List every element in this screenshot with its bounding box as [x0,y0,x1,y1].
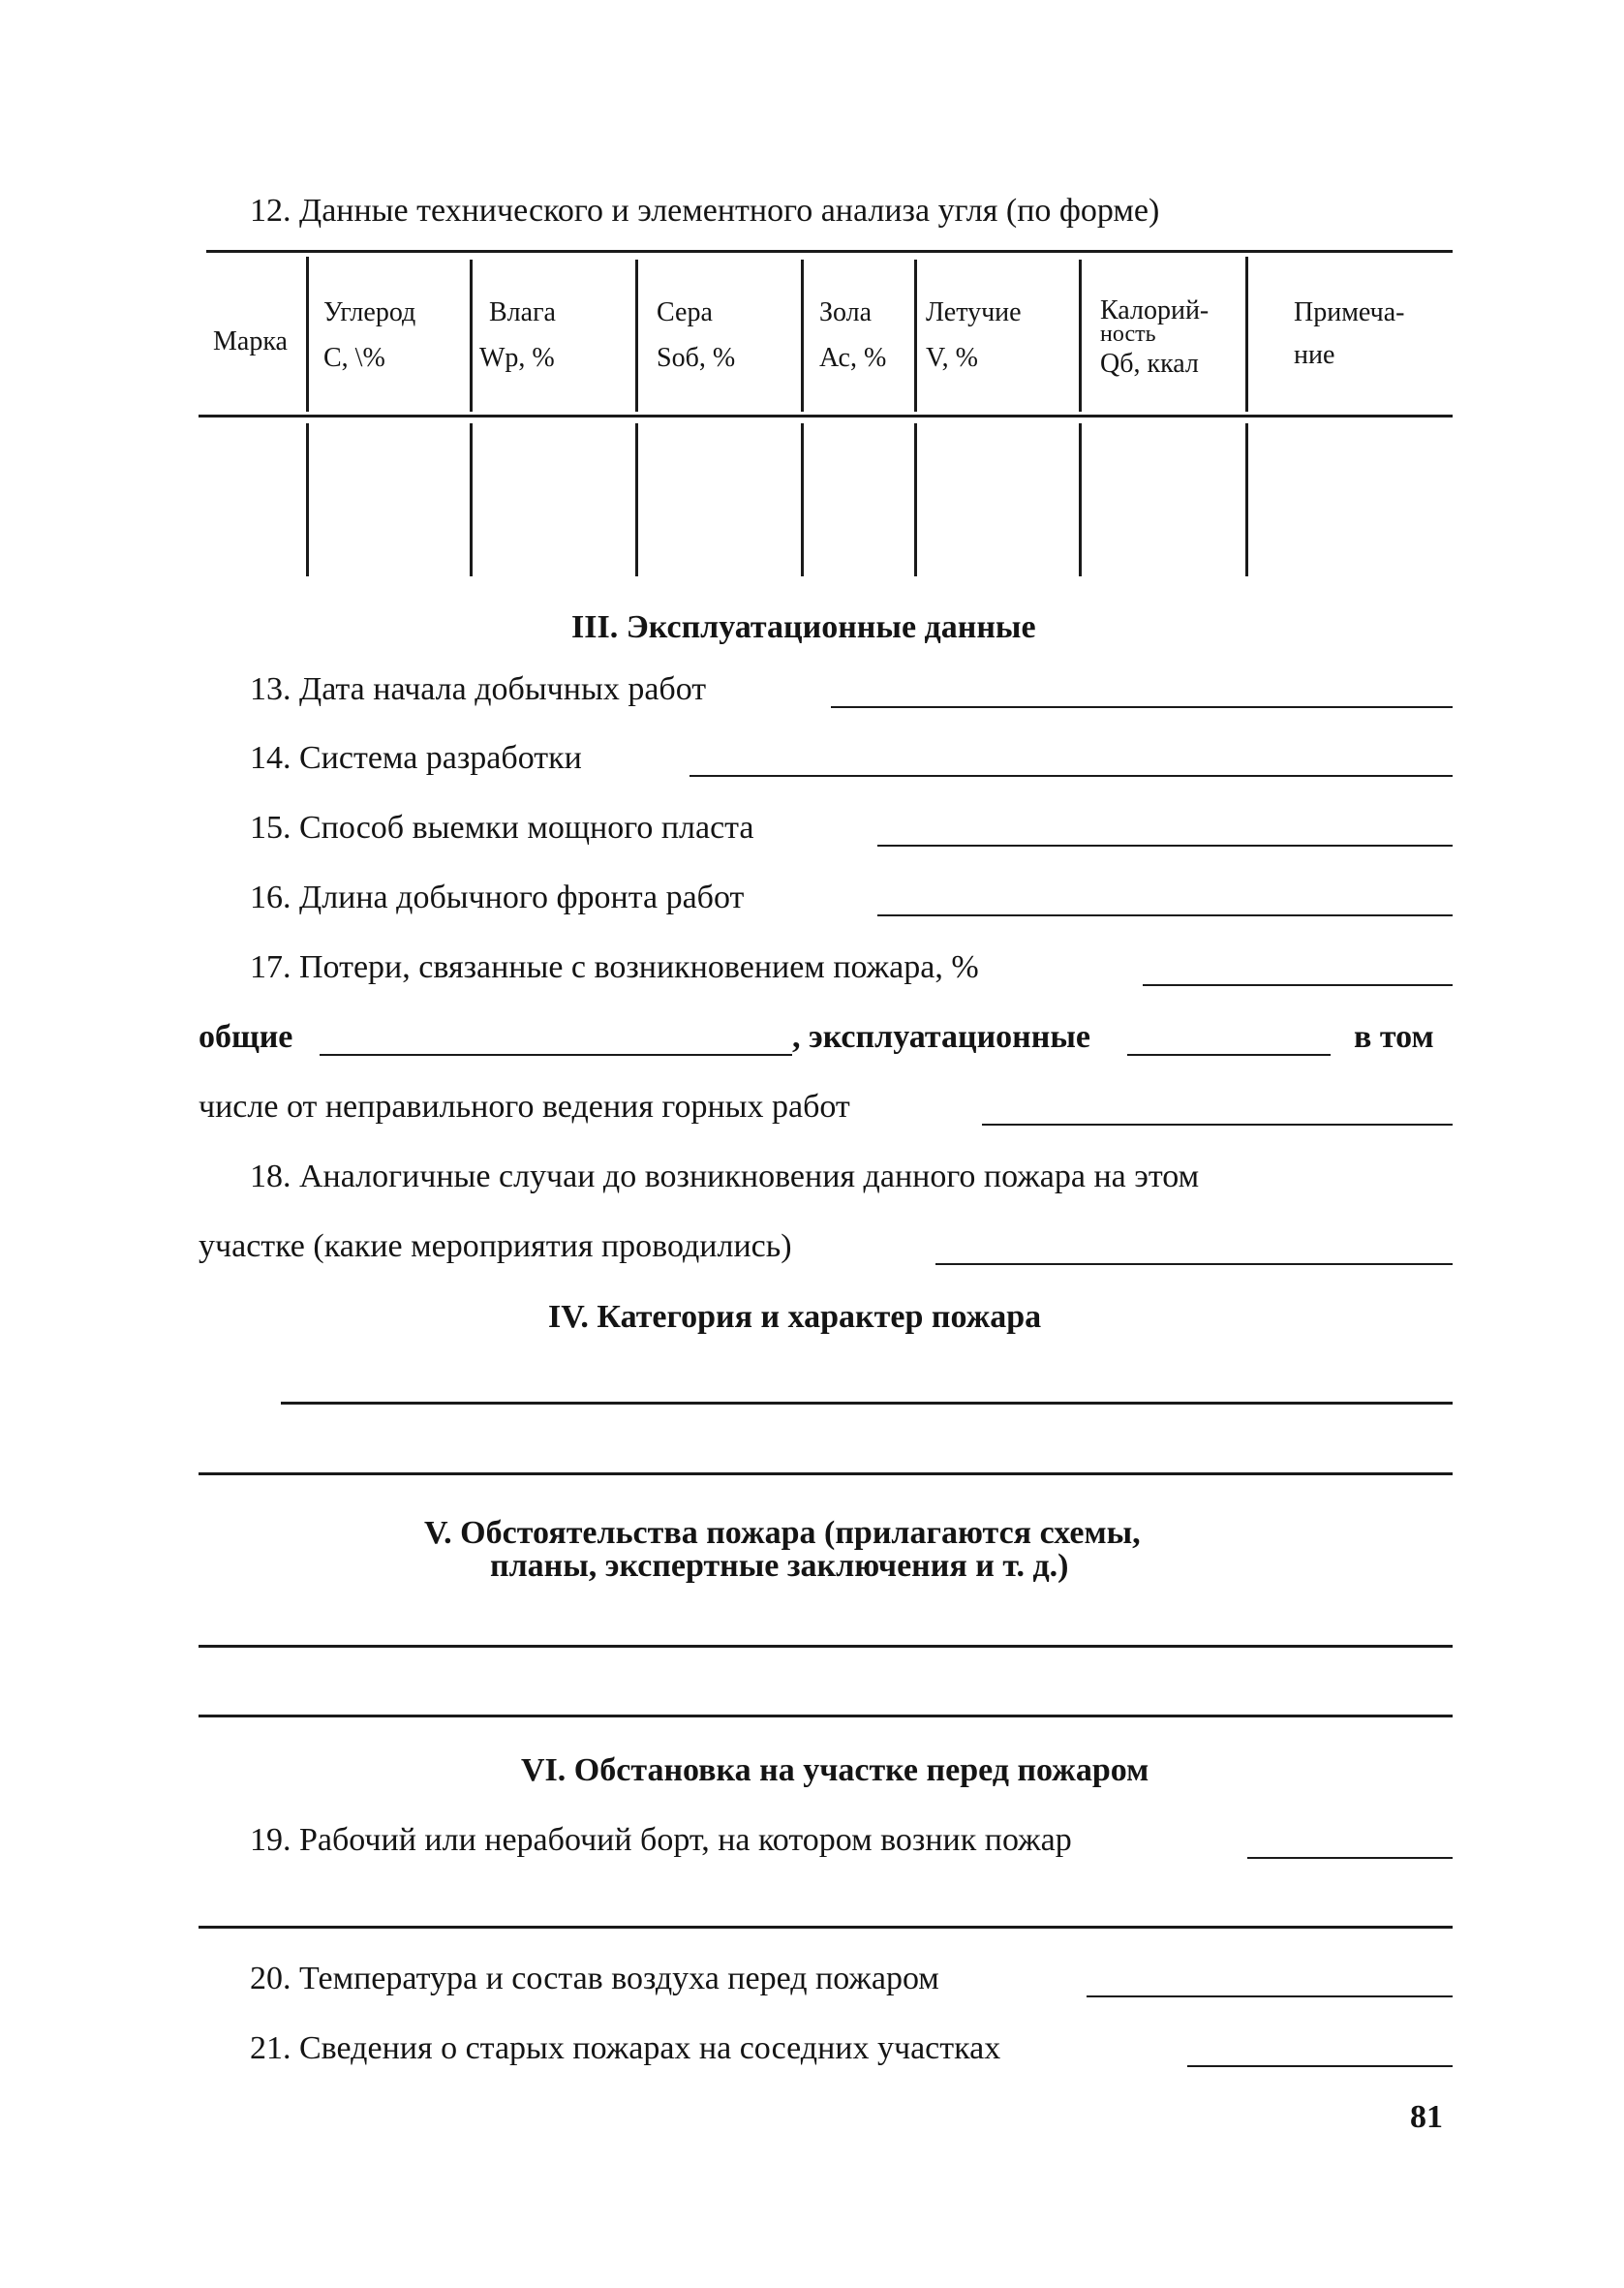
header-marka: Марка [213,326,288,356]
item-13-field [831,706,1453,708]
page-number: 81 [1410,2099,1443,2135]
table-divider [306,257,309,412]
item-15-label: 15. Способ выемки мощного пласта [250,810,754,846]
header-calorific-2: ность [1100,322,1156,347]
item-12-label: 12. Данные технического и элементного анализа угля (по форме) [250,193,1160,229]
header-note: Примеча- [1294,297,1405,327]
item-19-label: 19. Рабочий или нерабочий борт, на котором возник пожар [250,1822,1072,1858]
item-17-label: 17. Потери, связанные с возникновением пожара, % [250,949,979,985]
section-5-line-2 [199,1715,1453,1717]
header-volatile: Летучие [926,297,1022,327]
item-15-field [877,845,1453,847]
item-17-improper-field [982,1124,1453,1126]
item-14-label: 14. Система разработки [250,740,582,776]
item-17-general: общие [199,1019,293,1055]
table-top-rule [206,250,1453,253]
item-18-line-1: 18. Аналогичные случаи до возникновения данного пожара на этом [250,1159,1200,1194]
header-calorific-unit: Qб, ккал [1100,349,1199,379]
header-ash-unit: Ас, % [819,343,887,373]
item-17-field [1143,984,1453,986]
header-note-2: ние [1294,340,1335,370]
header-sulfur-unit: Sоб, % [657,343,736,373]
header-calorific: Калорий- [1100,295,1210,325]
item-16-label: 16. Длина добычного фронта работ [250,880,745,915]
item-19-field [1247,1857,1453,1859]
section-5-heading-1: V. Обстоятельства пожара (прилагаются схемы, [424,1515,1141,1551]
header-sulfur: Сера [657,297,713,327]
item-21-label: 21. Сведения о старых пожарах на соседних участках [250,2030,1001,2066]
table-divider [635,423,638,576]
item-13-label: 13. Дата начала добычных работ [250,671,707,707]
item-14-field [689,775,1453,777]
item-18-line-2: участке (какие мероприятия проводились) [199,1228,792,1264]
table-divider [306,423,309,576]
table-divider [1245,257,1248,412]
item-20-label: 20. Температура и состав воздуха перед пожаром [250,1961,939,1996]
table-divider [1245,423,1248,576]
section-4-line-2 [199,1472,1453,1475]
item-18-field [935,1263,1453,1265]
table-divider [635,260,638,412]
section-6-heading: VI. Обстановка на участке перед пожаром [521,1752,1149,1788]
item-20-field [1087,1995,1453,1997]
table-divider [1079,260,1082,412]
item-19-line-2 [199,1926,1453,1929]
header-moisture-unit: Wp, % [479,343,555,373]
header-ash: Зола [819,297,873,327]
table-divider [470,260,473,412]
item-17-operational: , эксплуатационные [792,1019,1090,1055]
table-divider [1079,423,1082,576]
item-17-line-3: числе от неправильного ведения горных работ [199,1089,850,1125]
header-moisture: Влага [489,297,556,327]
header-carbon-unit: С, \% [323,343,385,373]
header-volatile-unit: V, % [926,343,978,373]
item-16-field [877,914,1453,916]
section-5-line-1 [199,1645,1453,1648]
section-5-heading-2: планы, экспертные заключения и т. д.) [490,1548,1069,1584]
section-3-heading: III. Эксплуатационные данные [571,609,1036,645]
section-4-line-1 [281,1402,1453,1405]
item-21-field [1187,2065,1453,2067]
item-17-operational-field [1127,1054,1331,1056]
table-divider [914,260,917,412]
section-4-heading: IV. Категория и характер пожара [548,1299,1042,1335]
table-divider [914,423,917,576]
table-divider [801,423,804,576]
item-17-including: в том [1354,1019,1434,1055]
header-carbon: Углерод [323,297,416,327]
item-17-general-field [320,1054,792,1056]
table-divider [801,260,804,412]
table-header-rule [199,415,1453,417]
table-divider [470,423,473,576]
